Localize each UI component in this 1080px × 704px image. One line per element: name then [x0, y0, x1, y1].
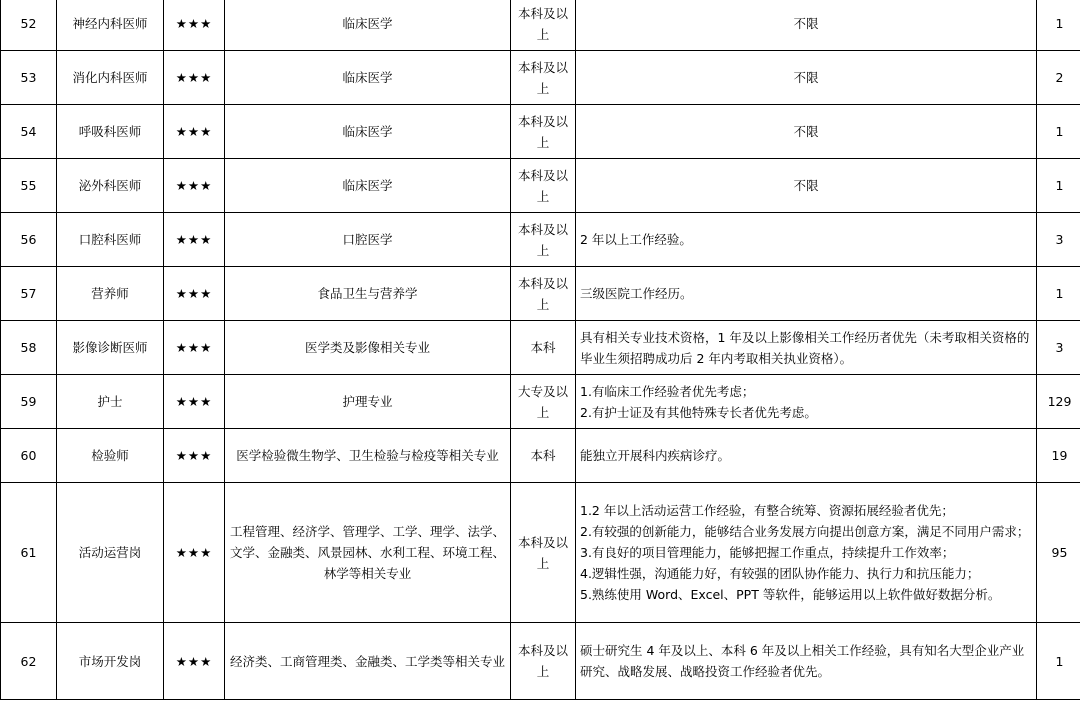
- education-requirement: [511, 105, 576, 159]
- row-number: 61: [1, 483, 57, 623]
- headcount: 1: [1037, 267, 1080, 321]
- headcount: 3: [1037, 213, 1080, 267]
- row-number: 54: [1, 105, 57, 159]
- position-title: 市场开发岗: [57, 623, 164, 700]
- job-requirements: [576, 105, 1037, 159]
- major-requirement: 医学类及影像相关专业: [225, 321, 511, 375]
- table-row: [1, 51, 1080, 105]
- major-requirement: 工程管理、经济学、管理学、工学、理学、法学、文学、金融类、风景园林、水利工程、环境工程、林学等相关专业: [225, 483, 511, 623]
- headcount: 129: [1037, 375, 1080, 429]
- requirement-line: 不限: [793, 70, 819, 85]
- requirement-line: 2.有较强的创新能力，能够结合业务发展方向提出创意方案，满足不同用户需求；: [580, 524, 1030, 539]
- position-title: 护士: [57, 375, 164, 429]
- major-requirement: 医学检验微生物学、卫生检验与检疫等相关专业: [225, 429, 511, 483]
- education-requirement: [511, 51, 576, 105]
- requirement-line: 2 年以上工作经验。: [580, 232, 692, 247]
- requirement-line: 能独立开展科内疾病诊疗。: [580, 448, 731, 463]
- row-number: 58: [1, 321, 57, 375]
- education-text: 本科及以上: [517, 643, 568, 679]
- table-row: [1, 105, 1080, 159]
- job-requirements: [576, 51, 1037, 105]
- row-number: 57: [1, 267, 57, 321]
- row-number: 55: [1, 159, 57, 213]
- requirement-line: 2.有护士证及有其他特殊专长者优先考虑。: [580, 404, 817, 420]
- row-number: 56: [1, 213, 57, 267]
- requirement-line: 具有相关专业技术资格，1 年及以上影像相关工作经历者优先（未考取相关资格的毕业生须招聘成功后 2 年内考取相关执业资格）。: [580, 329, 1030, 366]
- job-requirements: [576, 0, 1037, 51]
- table-row: [1, 213, 1080, 267]
- job-requirements: [576, 375, 1037, 429]
- major-requirement: 护理专业: [225, 375, 511, 429]
- table-row: [1, 267, 1080, 321]
- education-text: 本科及以上: [517, 534, 568, 571]
- requirement-line: 5.熟练使用 Word、Excel、PPT 等软件，能够运用以上软件做好数据分析。: [580, 587, 1001, 602]
- level-stars: ★★★: [164, 483, 225, 623]
- headcount: 1: [1037, 105, 1080, 159]
- level-stars: ★★★: [164, 159, 225, 213]
- education-requirement: [511, 429, 576, 483]
- table-row: [1, 623, 1080, 700]
- headcount: 1: [1037, 0, 1080, 51]
- education-text: 本科及以上: [517, 5, 568, 42]
- position-title: 泌外科医师: [57, 159, 164, 213]
- requirement-line: 不限: [793, 124, 819, 139]
- row-number: 59: [1, 375, 57, 429]
- requirement-line: 3.有良好的项目管理能力，能够把握工作重点，持续提升工作效率；: [580, 545, 955, 560]
- job-requirements: [576, 321, 1037, 375]
- requirement-line: 1.2 年以上活动运营工作经验，有整合统筹、资源拓展经验者优先；: [580, 503, 954, 518]
- headcount: 19: [1037, 429, 1080, 483]
- position-title: 神经内科医师: [57, 0, 164, 51]
- headcount: 3: [1037, 321, 1080, 375]
- requirement-line: 三级医院工作经历。: [580, 286, 693, 301]
- education-requirement: [511, 623, 576, 700]
- education-text: 本科: [530, 340, 556, 355]
- requirement-line: 4.逻辑性强，沟通能力好，有较强的团队协作能力、执行力和抗压能力；: [580, 566, 980, 581]
- table-row: [1, 0, 1080, 51]
- major-requirement: 经济类、工商管理类、金融类、工学类等相关专业: [225, 623, 511, 700]
- job-requirements: [576, 213, 1037, 267]
- position-title: 活动运营岗: [57, 483, 164, 623]
- major-requirement: 口腔医学: [225, 213, 511, 267]
- table-row: [1, 483, 1080, 623]
- table-row: [1, 429, 1080, 483]
- major-requirement: 临床医学: [225, 0, 511, 51]
- headcount: 1: [1037, 159, 1080, 213]
- education-text: 本科及以上: [517, 221, 568, 258]
- level-stars: ★★★: [164, 105, 225, 159]
- education-requirement: [511, 375, 576, 429]
- education-text: 大专及以上: [517, 383, 568, 420]
- level-stars: ★★★: [164, 429, 225, 483]
- level-stars: ★★★: [164, 51, 225, 105]
- education-requirement: [511, 0, 576, 51]
- job-requirements: [576, 483, 1037, 623]
- education-requirement: [511, 159, 576, 213]
- major-requirement: 临床医学: [225, 159, 511, 213]
- level-stars: ★★★: [164, 0, 225, 51]
- major-requirement: 食品卫生与营养学: [225, 267, 511, 321]
- requirement-line: 1.有临床工作经验者优先考虑；: [580, 383, 755, 399]
- table-row: [1, 321, 1080, 375]
- headcount: 1: [1037, 623, 1080, 700]
- table-row: [1, 375, 1080, 429]
- job-table-body: [1, 0, 1080, 700]
- education-requirement: [511, 213, 576, 267]
- education-requirement: [511, 321, 576, 375]
- job-requirements: [576, 429, 1037, 483]
- level-stars: ★★★: [164, 321, 225, 375]
- position-title: 呼吸科医师: [57, 105, 164, 159]
- education-text: 本科: [530, 448, 556, 463]
- education-requirement: [511, 267, 576, 321]
- position-title: 营养师: [57, 267, 164, 321]
- major-requirement: 临床医学: [225, 51, 511, 105]
- level-stars: ★★★: [164, 213, 225, 267]
- level-stars: ★★★: [164, 375, 225, 429]
- education-requirement: [511, 483, 576, 623]
- education-text: 本科及以上: [517, 59, 568, 96]
- requirement-line: 硕士研究生 4 年及以上、本科 6 年及以上相关工作经验，具有知名大型企业产业研究、战略发展、战略投资工作经验者优先。: [580, 643, 1025, 679]
- row-number: 62: [1, 623, 57, 700]
- requirement-line: 不限: [793, 178, 819, 193]
- education-text: 本科及以上: [517, 167, 568, 204]
- job-requirements: [576, 267, 1037, 321]
- headcount: 95: [1037, 483, 1080, 623]
- position-title: 检验师: [57, 429, 164, 483]
- position-title: 口腔科医师: [57, 213, 164, 267]
- job-requirements: [576, 623, 1037, 700]
- level-stars: ★★★: [164, 267, 225, 321]
- table-row: [1, 159, 1080, 213]
- position-title: 影像诊断医师: [57, 321, 164, 375]
- major-requirement: 临床医学: [225, 105, 511, 159]
- job-requirements: [576, 159, 1037, 213]
- row-number: 53: [1, 51, 57, 105]
- position-title: 消化内科医师: [57, 51, 164, 105]
- education-text: 本科及以上: [517, 113, 568, 150]
- row-number: 60: [1, 429, 57, 483]
- headcount: 2: [1037, 51, 1080, 105]
- level-stars: ★★★: [164, 623, 225, 700]
- education-text: 本科及以上: [517, 275, 568, 312]
- requirement-line: 不限: [793, 16, 819, 31]
- row-number: 52: [1, 0, 57, 51]
